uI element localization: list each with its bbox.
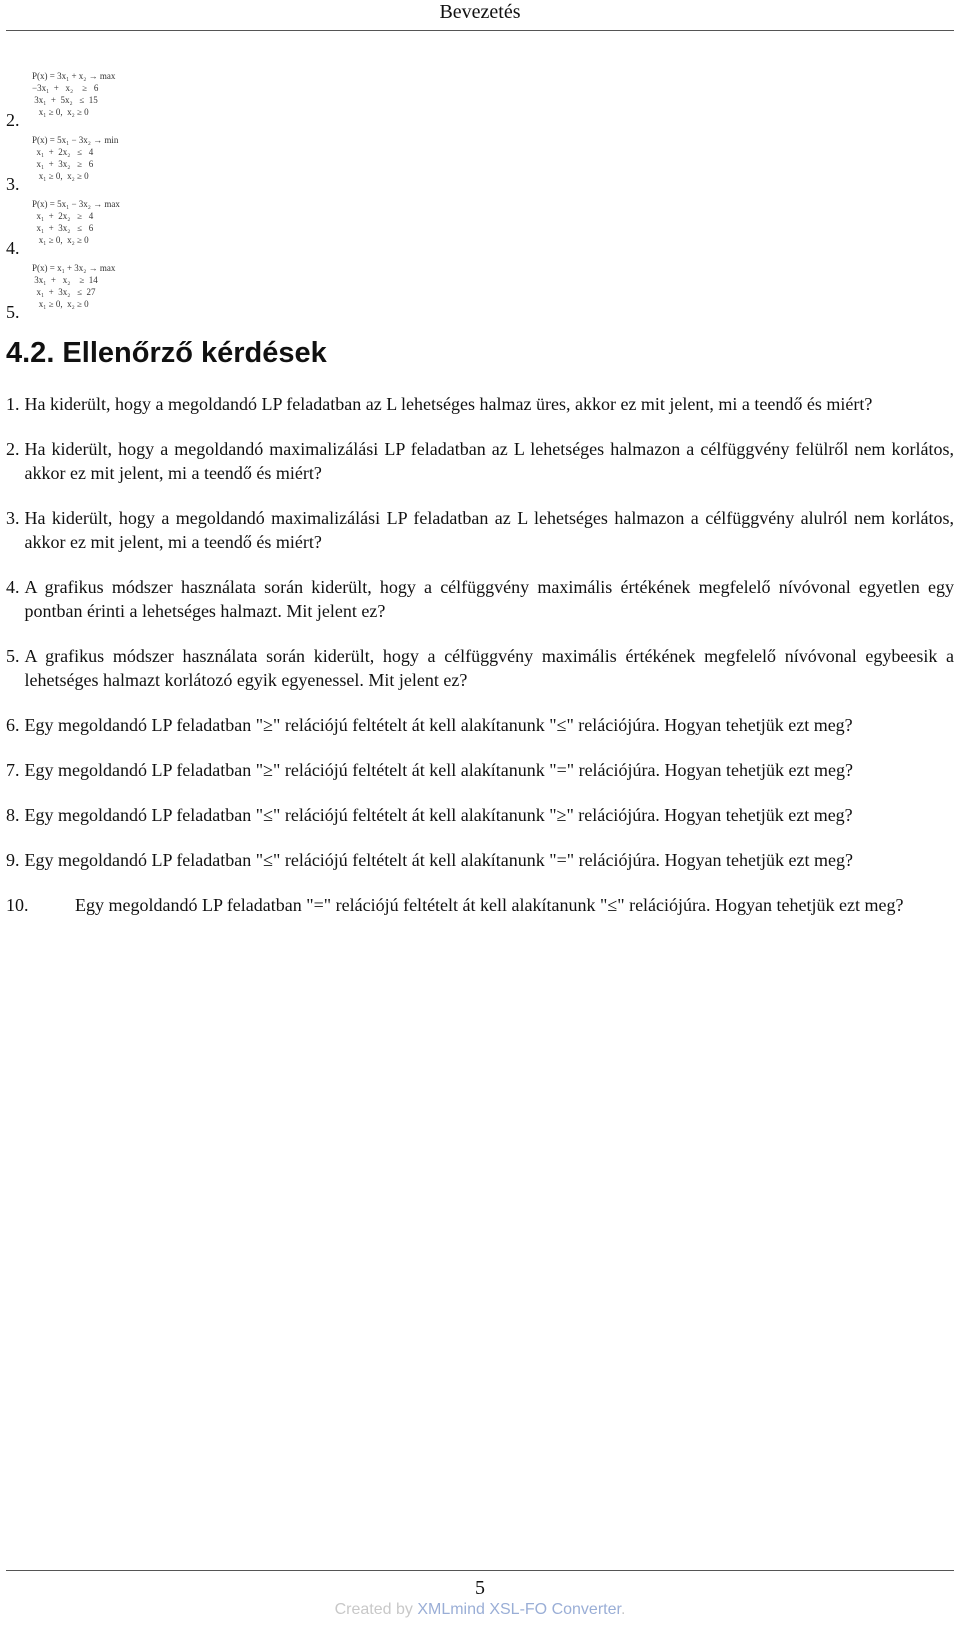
question-text: Egy megoldandó LP feladatban "≥" relációjú feltételt át kell alakítanunk "≤" relációjúra. Hogyan tehetjük ezt meg? <box>24 715 853 735</box>
question-text: Egy megoldandó LP feladatban "=" relációjú feltételt át kell alakítanunk "≤" relációjúra. Hogyan tehetjük ezt meg? <box>75 895 904 915</box>
question-text: Egy megoldandó LP feladatban "≤" relációjú feltételt át kell alakítanunk "=" relációjúra. Hogyan tehetjük ezt meg? <box>24 850 853 870</box>
question-text: A grafikus módszer használata során kiderült, hogy a célfüggvény maximális értékének megfelelő nívóvonal egyetlen egy pontban érinti a lehetséges halmazt. Mit jelent ez? <box>24 577 954 621</box>
exercise-item <box>6 258 306 322</box>
question-item <box>6 644 954 692</box>
question-number: 3. <box>6 508 20 528</box>
question-number: 10. <box>6 895 29 915</box>
lp-formula: P(x) = 5x₁ − 3x₂ → max x₁ + 2x₂ ≥ 4 x₁ + 3x₂ ≤ 6 x₁ ≥ 0, x₂ ≥ 0 <box>32 199 120 245</box>
question-item <box>6 758 954 782</box>
section-title: 4.2. Ellenőrző kérdések <box>6 337 327 369</box>
header-rule <box>6 30 954 31</box>
question-number: 1. <box>6 394 20 414</box>
footer-rule <box>6 1570 954 1571</box>
exercise-number: 2. <box>6 110 20 130</box>
exercise-number: 3. <box>6 174 20 194</box>
question-item <box>6 893 954 917</box>
lp-formula: P(x) = 3x₁ + x₂ → max −3x₁ + x₂ ≥ 6 3x₁ + 5x₂ ≤ 15 x₁ ≥ 0, x₂ ≥ 0 <box>32 71 116 117</box>
question-number: 9. <box>6 850 20 870</box>
generator-credit <box>0 1600 960 1620</box>
question-item <box>6 713 954 737</box>
lp-formula: P(x) = 5x₁ − 3x₂ → min x₁ + 2x₂ ≤ 4 x₁ + 3x₂ ≥ 6 x₁ ≥ 0, x₂ ≥ 0 <box>32 135 119 181</box>
question-number: 7. <box>6 760 20 780</box>
question-number: 6. <box>6 715 20 735</box>
lp-formula: P(x) = x₁ + 3x₂ → max 3x₁ + x₂ ≥ 14 x₁ + 3x₂ ≤ 27 x₁ ≥ 0, x₂ ≥ 0 <box>32 263 116 309</box>
question-number: 2. <box>6 439 20 459</box>
question-text: Egy megoldandó LP feladatban "≤" relációjú feltételt át kell alakítanunk "≥" relációjúra. Hogyan tehetjük ezt meg? <box>24 805 853 825</box>
running-header: Bevezetés <box>439 1 521 23</box>
question-number: 4. <box>6 577 20 597</box>
exercise-item <box>6 66 306 130</box>
question-text: Ha kiderült, hogy a megoldandó LP feladatban az L lehetséges halmaz üres, akkor ez mit jelent, mi a teendő és miért? <box>24 394 873 414</box>
question-list <box>6 392 954 938</box>
page-number: 5 <box>475 1577 485 1599</box>
question-text: Ha kiderült, hogy a megoldandó maximalizálási LP feladatban az L lehetséges halmazon a célfüggvény felülről nem korlátos, akkor ez mit jelent, mi a teendő és miért? <box>24 439 954 483</box>
question-number: 8. <box>6 805 20 825</box>
question-item <box>6 575 954 623</box>
question-item <box>6 803 954 827</box>
exercise-item <box>6 130 306 194</box>
question-item <box>6 437 954 485</box>
credit-prefix: Created by <box>334 1601 418 1618</box>
exercise-number: 4. <box>6 238 20 258</box>
question-item <box>6 506 954 554</box>
question-text: Egy megoldandó LP feladatban "≥" relációjú feltételt át kell alakítanunk "=" relációjúra. Hogyan tehetjük ezt meg? <box>24 760 853 780</box>
credit-brand-link[interactable]: XMLmind XSL-FO Converter <box>417 1601 621 1618</box>
question-number: 5. <box>6 646 20 666</box>
credit-suffix: . <box>620 1601 626 1618</box>
question-item <box>6 848 954 872</box>
question-text: Ha kiderült, hogy a megoldandó maximalizálási LP feladatban az L lehetséges halmazon a célfüggvény alulról nem korlátos, akkor ez mit jelent, mi a teendő és miért? <box>24 508 954 552</box>
exercise-number: 5. <box>6 302 20 322</box>
exercise-list <box>6 66 306 322</box>
question-item <box>6 392 954 416</box>
question-text: A grafikus módszer használata során kiderült, hogy a célfüggvény maximális értékének megfelelő nívóvonal egybeesik a lehetséges halmazt korlátozó egyik egyenessel. Mit jelent ez? <box>24 646 954 690</box>
exercise-item <box>6 194 306 258</box>
